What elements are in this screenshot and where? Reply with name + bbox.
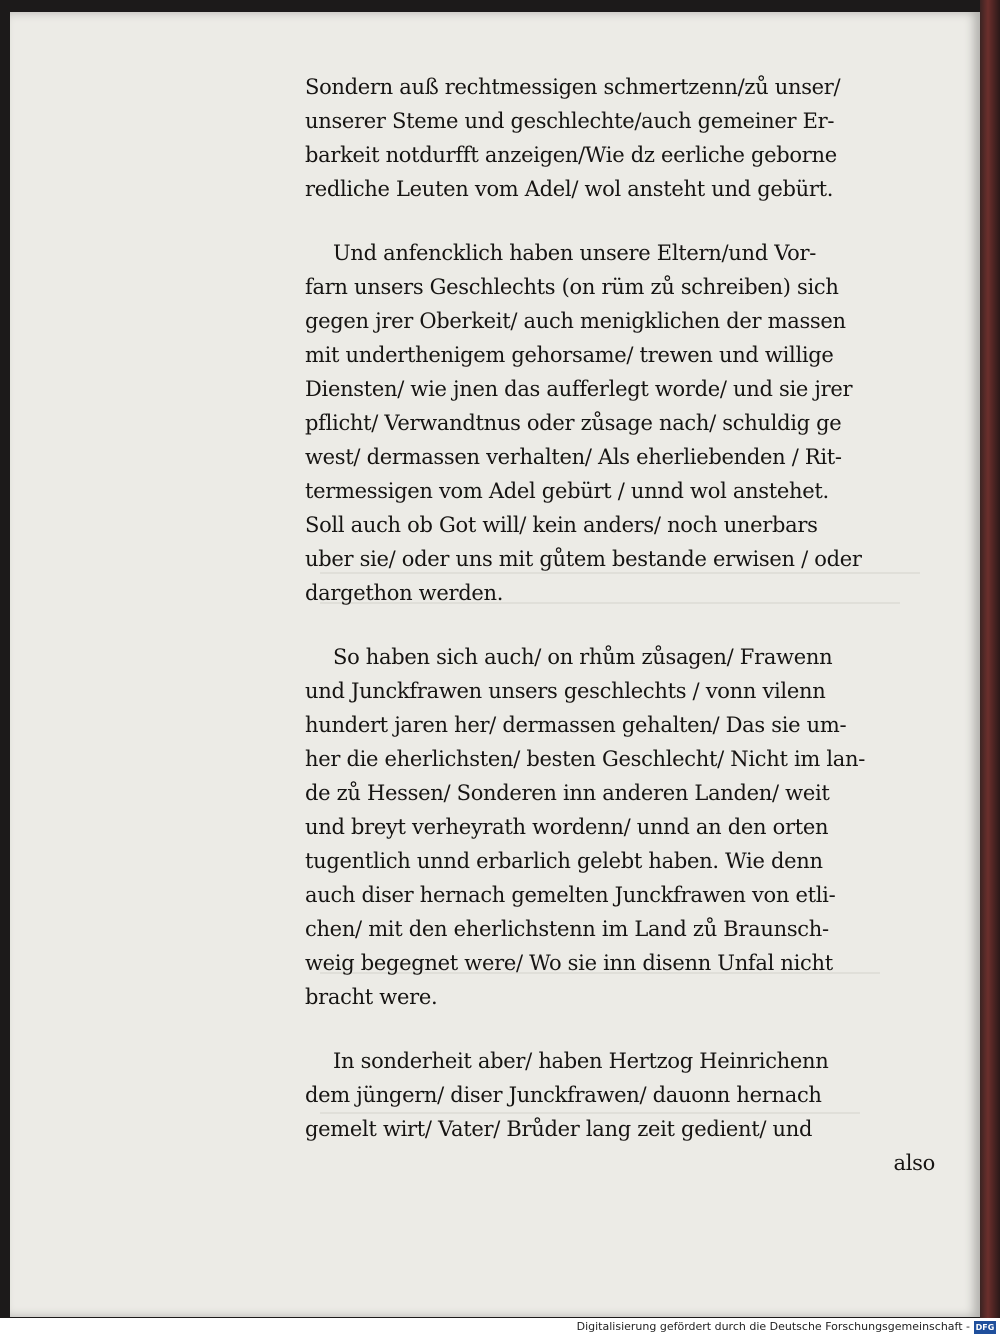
text-line: In sonderheit aber/ haben Hertzog Heinrichenn xyxy=(333,1049,829,1073)
text-line: dem jüngern/ diser Junckfrawen/ dauonn hernach xyxy=(305,1083,822,1107)
text-line: weig begegnet were/ Wo sie inn disenn Unfal nicht xyxy=(305,951,833,975)
paragraph xyxy=(305,70,945,206)
text-line: gemelt wirt/ Vater/ Brůder lang zeit gedient/ und xyxy=(305,1117,813,1141)
text-line: Soll auch ob Got will/ kein anders/ noch unerbars xyxy=(305,513,818,537)
paragraph xyxy=(305,1044,945,1180)
text-line: und Junckfrawen unsers geschlechts / vonn vilenn xyxy=(305,679,826,703)
text-line: pflicht/ Verwandtnus oder zůsage nach/ schuldig ge xyxy=(305,411,842,435)
text-line: Diensten/ wie jnen das aufferlegt worde/ und sie jrer xyxy=(305,377,853,401)
catchword: also xyxy=(893,1151,935,1175)
text-line: unserer Steme und geschlechte/auch gemeiner Er‑ xyxy=(305,109,835,133)
text-line: auch diser hernach gemelten Junckfrawen von etli‑ xyxy=(305,883,836,907)
text-line: west/ dermassen verhalten/ Als eherliebenden / Rit‑ xyxy=(305,445,842,469)
page-text xyxy=(305,70,945,1180)
paragraph xyxy=(305,236,945,610)
text-line: bracht were. xyxy=(305,985,438,1009)
text-line: Sondern auß rechtmessigen schmertzenn/zů unser/ xyxy=(305,75,841,99)
text-line: redliche Leuten vom Adel/ wol ansteht und gebürt. xyxy=(305,177,834,201)
text-line: de zů Hessen/ Sonderen inn anderen Landen/ weit xyxy=(305,781,830,805)
text-line: termessigen vom Adel gebürt / unnd wol anstehet. xyxy=(305,479,829,503)
digitization-footer xyxy=(0,1318,1000,1338)
text-line: tugentlich unnd erbarlich gelebt haben. Wie denn xyxy=(305,849,823,873)
text-line: dargethon werden. xyxy=(305,581,504,605)
text-line: hundert jaren her/ dermassen gehalten/ Das sie um‑ xyxy=(305,713,847,737)
text-line: und breyt verheyrath wordenn/ unnd an den orten xyxy=(305,815,829,839)
text-line: gegen jrer Oberkeit/ auch menigklichen der massen xyxy=(305,309,846,333)
text-line: So haben sich auch/ on rhům zůsagen/ Frawenn xyxy=(333,645,833,669)
text-line: her die eherlichsten/ besten Geschlecht/ Nicht im lan‑ xyxy=(305,747,866,771)
text-line: mit underthenigem gehorsame/ trewen und willige xyxy=(305,343,834,367)
text-line: uber sie/ oder uns mit gůtem bestande erwisen / oder xyxy=(305,547,862,571)
text-line: Und anfencklich haben unsere Eltern/und Vor‑ xyxy=(333,241,817,265)
paragraph xyxy=(305,640,945,1014)
text-line: farn unsers Geschlechts (on rüm zů schreiben) sich xyxy=(305,275,839,299)
funding-credit: Digitalisierung gefördert durch die Deutsche Forschungsgemeinschaft - xyxy=(576,1320,970,1333)
text-line: barkeit notdurfft anzeigen/Wie dz eerliche geborne xyxy=(305,143,837,167)
dfg-logo-icon: DFG xyxy=(975,1323,995,1332)
text-line: chen/ mit den eherlichstenn im Land zů Braunsch‑ xyxy=(305,917,829,941)
page-edge xyxy=(980,0,1000,1318)
